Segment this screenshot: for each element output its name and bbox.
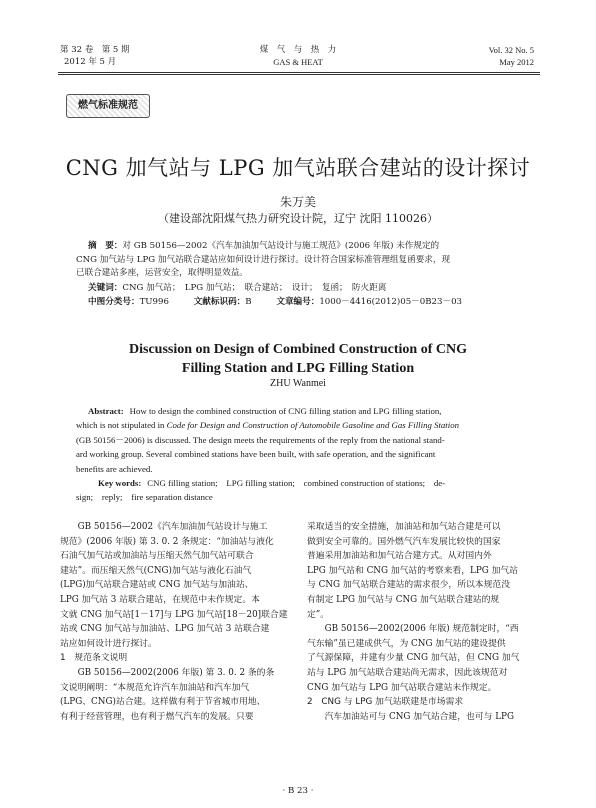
section-heading-2: 2 CNG 与 LPG 加气站联建是市场需求 [307, 697, 464, 708]
doc-code-value: B [245, 297, 252, 307]
abstract-en-line: How to design the combined construction of CNG filling station and LPG filling station, [129, 406, 442, 416]
volume-issue-text: 第 32 卷 第 5 期 [60, 45, 130, 55]
body-line: 建站”。而压缩天然气(CNG)加气站与液化石油气 [60, 565, 252, 576]
body-line: GB 50156—2002(2006 年版) 规范制定时，“西 [307, 624, 519, 635]
page-number: · B 23 · [282, 786, 314, 796]
abstract-en-label: Abstract: [88, 406, 124, 416]
body-line: GB 50156—2002(2006 年版) 第 3. 0. 2 条的条 [60, 667, 275, 678]
abstract-cn-label: 摘 要： [88, 241, 123, 251]
date-en-text: May 2012 [499, 57, 534, 67]
column-badge-label: 燃气标准规范 [66, 94, 150, 118]
body-line: (LPG、CNG)站合建。这样做有利于节省城市用地、 [60, 697, 266, 708]
body-line: GB 50156—2002《汽车加油加气站设计与施工 [60, 522, 268, 532]
body-line: 文说明阐明：“本规范允许汽车加油站和汽车加气 [60, 682, 250, 693]
abstract-en-line: which is not stipulated in [76, 420, 167, 431]
section-heading-1: 1 规范条文说明 [60, 653, 128, 664]
keywords-cn [76, 282, 522, 296]
body-line: (LPG)加气站联合建站或 CNG 加气站与加油站、 [60, 580, 254, 591]
abstract-en-line: benefits are achieved. [76, 463, 153, 474]
classification-line [76, 296, 522, 310]
body-line: LPG 加气站和 CNG 加气站的考察来看，LPG 加气站 [307, 565, 518, 576]
header-rule [58, 72, 540, 73]
body-line: 普遍采用加油站和加气站合建方式。从对国内外 [307, 551, 492, 562]
article-title-en [0, 340, 596, 378]
body-line: 气东输”虽已建成供气，为 CNG 加气站的建设提供 [307, 638, 506, 649]
author-affiliation-cn: （建设部沈阳煤气热力研究设计院，辽宁 沈阳 110026） [158, 212, 438, 225]
author-name-en: ZHU Wanmei [270, 378, 326, 389]
body-line: 规范》(2006 年版) 第 3. 0. 2 条规定：“加油站与液化 [60, 536, 274, 547]
article-title-cn: CNG 加气站与 LPG 加气站联合建站的设计探讨 [65, 156, 531, 180]
header-rule-thin [58, 74, 540, 75]
abstract-en [76, 404, 522, 476]
body-line: 定”。 [307, 609, 330, 620]
body-line: 站应如何设计进行探讨。 [60, 638, 157, 649]
title-en-line: Discussion on Design of Combined Construction of CNG [129, 342, 467, 357]
abstract-cn-line: 对 GB 50156—2002《汽车加油加气站设计与施工规范》(2006 年版) 未作规定的 [122, 241, 440, 251]
publication-date: 2012 年 5 月 [64, 57, 117, 67]
keywords-cn-label: 关键词： [88, 283, 123, 293]
body-line: CNG 加气站与 LPG 加气站联合建站未作规定。 [307, 682, 497, 693]
body-line: 汽车加油站可与 CNG 加气站合建，也可与 LPG [307, 711, 514, 722]
abstract-en-line: ard working group. Several combined stations have been built, with safe operation, and the significant [76, 449, 436, 460]
journal-name-en: GAS & HEAT [273, 57, 323, 67]
doc-code-label: 文献标识码： [193, 297, 246, 307]
keywords-en-line: CNG filling station; LPG filling station; combined construction of stations; de- [147, 478, 446, 488]
keywords-en-line: sign; reply; fire separation distance [76, 492, 213, 503]
body-line: 与 CNG 加气站联合建站的需求很少，所以本规范没 [307, 580, 510, 591]
body-line: 站与 LPG 加气站联合建站尚无需求，因此该规范对 [307, 667, 508, 678]
body-line: 采取适当的安全措施，加油站和加气站合建是可以 [307, 522, 501, 532]
abstract-cn-line: 已联合建站多座，运营安全，取得明显效益。 [76, 268, 248, 278]
body-line: 有制定 LPG 加气站与 CNG 加气站联合建站的规 [307, 594, 500, 605]
author-name-cn: 朱万美 [279, 195, 316, 209]
article-number-value: 1000－4416(2012)05－0B23－03 [319, 297, 463, 307]
code-title-italic: Code for Design and Construction of Automobile Gasoline and Gas Filling Station [166, 420, 459, 431]
clc-value: TU996 [139, 297, 169, 307]
body-line: LPG 加气站 3 站联合建站，在规范中未作规定。本 [60, 594, 260, 605]
body-column-right [307, 520, 541, 724]
body-line: 有利于经营管理，也有利于燃气汽车的发展。只要 [60, 711, 254, 722]
clc-label: 中图分类号： [88, 297, 140, 307]
abstract-cn-line: CNG 加气站与 LPG 加气站联合建站应如何设计进行探讨。设计符合国家标准管理组复函要求，现 [76, 254, 451, 265]
body-line: 做到安全可靠的。国外燃气汽车发展比较快的国家 [307, 536, 501, 547]
title-en-line: Filling Station and LPG Filling Station [181, 361, 415, 376]
keywords-en-label: Key words: [98, 478, 142, 488]
body-line: 了气源保障，并建有少量 CNG 加气站，但 CNG 加气 [307, 653, 520, 664]
body-column-left [60, 520, 290, 724]
abstract-en-line: (GB 50156－2006) is discussed. The design meets the requirements of the reply from the national stand- [76, 434, 445, 445]
body-line: 石油气加气站或加油站与压缩天然气加气站可联合 [60, 551, 254, 562]
column-badge [58, 88, 168, 124]
body-line: 文就 CNG 加气站[1－17]与 LPG 加气站[18－20]联合建 [60, 609, 288, 620]
abstract-cn [76, 240, 522, 281]
keywords-en [76, 476, 522, 505]
journal-name-cn: 煤 气 与 热 力 [259, 45, 337, 55]
body-line: 站或 CNG 加气站与加油站、LPG 加气站 3 站联合建 [60, 624, 270, 635]
journal-volume-en [489, 44, 534, 68]
volume-en-text: Vol. 32 No. 5 [488, 45, 534, 55]
article-number-label: 文章编号： [276, 297, 320, 307]
keywords-cn-text: CNG 加气站； LPG 加气站； 联合建站； 设计； 复函； 防火距离 [122, 283, 387, 293]
